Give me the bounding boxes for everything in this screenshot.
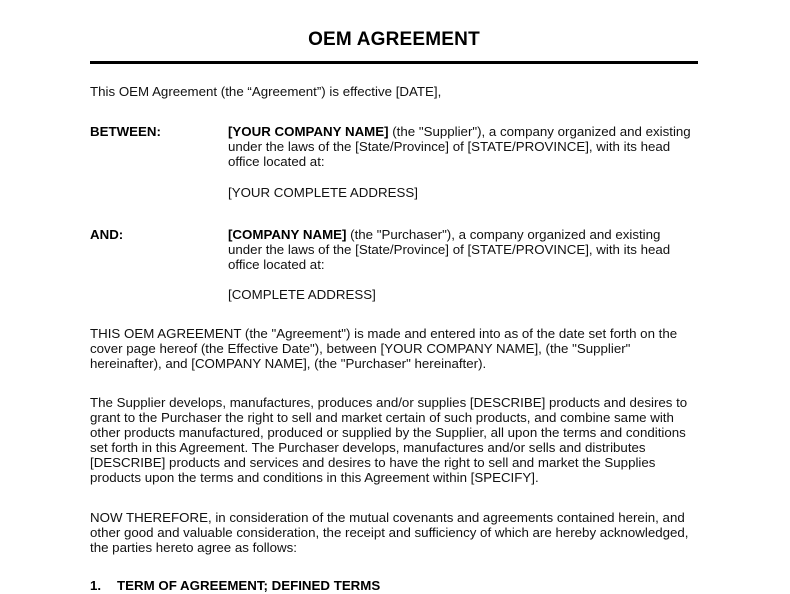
paragraph-supplier-background: The Supplier develops, manufactures, produces and/or supplies [DESCRIBE] products and desires to grant to the Purchaser the right to sell and market certain of such products, and combine same with other products manufactured, produced or supplied by the Supplier, all upon the terms and conditions set forth in this Agreement. The Purchaser develops, manufactures and/or sells and distributes [DESCRIBE] products and services and desires to have the right to sell and market the Supplies products upon the terms and conditions in this Agreement within [SPECIFY]. <box>90 394 688 485</box>
party-description-between <box>228 124 698 170</box>
page-title: OEM AGREEMENT <box>308 29 480 50</box>
party-label-between: BETWEEN: <box>90 124 161 139</box>
party-name-supplier: [YOUR COMPANY NAME] <box>228 124 389 139</box>
party-label-and: AND: <box>90 226 124 242</box>
title-divider <box>90 61 698 64</box>
party-description-and <box>228 227 698 273</box>
section-number: 1. <box>90 577 102 593</box>
party-detail-supplier: (the "Supplier"), a company organized and existing under the laws of the [State/Province] of [STATE/PROVINCE], with its head office located at: <box>228 124 691 170</box>
section-heading-1 <box>90 578 698 594</box>
paragraph-now-therefore: NOW THEREFORE, in consideration of the mutual covenants and agreements contained herein, and other good and valuable consideration, the receipt and sufficiency of which are hereby acknowledged, the parties hereto agree as follows: <box>90 509 689 555</box>
intro-effective-date-line: This OEM Agreement (the “Agreement”) is effective [DATE], <box>90 84 442 99</box>
party-block-between <box>90 124 698 200</box>
party-body-between <box>228 124 698 200</box>
section-title: TERM OF AGREEMENT; DEFINED TERMS <box>117 577 381 593</box>
paragraph-recital: THIS OEM AGREEMENT (the "Agreement") is made and entered into as of the date set forth on the cover page hereof (the Effective Date"), between [YOUR COMPANY NAME], (the "Supplier" hereinafter), and [COMPANY NAME], (the "Purchaser" hereinafter). <box>90 325 678 371</box>
party-block-and <box>90 227 698 303</box>
party-address-supplier: [YOUR COMPLETE ADDRESS] <box>228 184 418 200</box>
document-content <box>90 0 698 594</box>
party-body-and <box>228 227 698 303</box>
party-address-purchaser: [COMPLETE ADDRESS] <box>228 287 376 303</box>
party-detail-purchaser: (the "Purchaser"), a company organized and existing under the laws of the [State/Province] of [STATE/PROVINCE], with its head office located at: <box>228 226 671 273</box>
party-name-purchaser: [COMPANY NAME] <box>228 226 347 242</box>
